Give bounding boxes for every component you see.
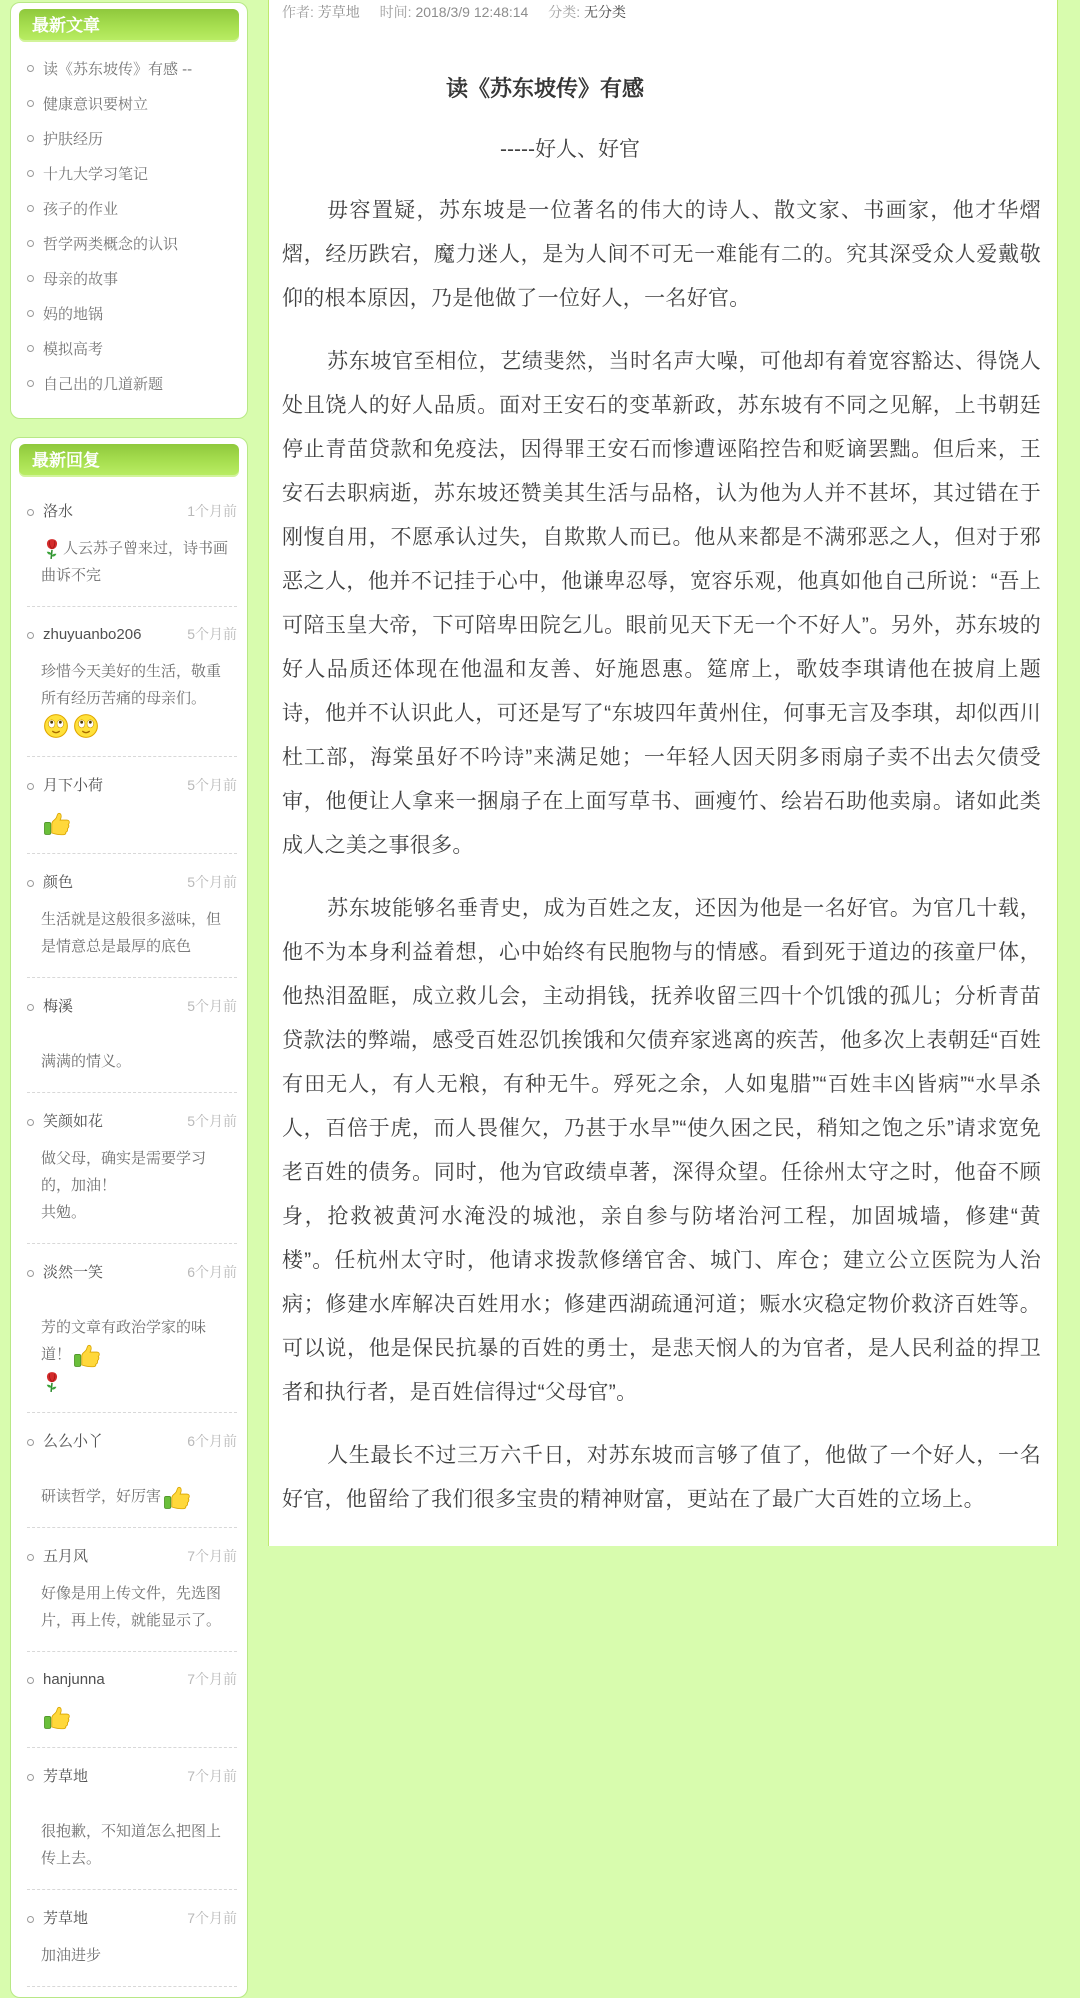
reply-list-item	[27, 1093, 237, 1244]
article-list-item-label: 母亲的故事	[43, 271, 119, 288]
article-list-item-label: 模拟高考	[43, 341, 104, 358]
latest-replies-header	[19, 444, 239, 477]
article-list-item-label: 健康意识要树立	[43, 96, 149, 113]
article-body	[282, 189, 1041, 1522]
reply-head	[27, 774, 237, 795]
rose-emoji-icon	[43, 537, 61, 561]
latest-replies-list	[19, 483, 239, 1987]
reply-content: 珍惜今天美好的生活，敬重所有经历苦痛的母亲们。	[41, 658, 235, 739]
list-bullet-icon	[27, 240, 34, 247]
reply-list-item	[27, 1652, 237, 1748]
article-list-item[interactable]	[27, 303, 239, 324]
reply-time: 6个月前	[187, 1433, 237, 1450]
reply-head	[27, 1430, 237, 1451]
list-bullet-icon	[27, 275, 34, 282]
meta-author-value: 芳草地	[317, 4, 360, 20]
list-bullet-icon	[27, 1119, 34, 1126]
list-bullet-icon	[27, 205, 34, 212]
list-bullet-icon	[27, 880, 34, 887]
reply-content: 好像是用上传文件，先选图片，再上传，就能显示了。	[41, 1585, 222, 1630]
reply-author[interactable]: 么么小丫	[43, 1433, 104, 1451]
thumbs-up-emoji-icon	[73, 1343, 101, 1368]
reply-content: 做父母，确实是需要学习的，加油！ 共勉。	[41, 1150, 207, 1222]
article-list-item[interactable]	[27, 338, 239, 359]
rose-emoji-icon	[43, 1370, 61, 1394]
smiley-emoji-icon	[43, 713, 69, 739]
reply-time: 7个月前	[187, 1671, 237, 1688]
reply-time: 1个月前	[187, 503, 237, 519]
reply-list-item	[27, 1748, 237, 1890]
reply-head	[27, 871, 237, 892]
thumbs-up-emoji-icon	[163, 1485, 191, 1510]
list-bullet-icon	[27, 509, 34, 516]
thumbs-up-emoji-icon	[43, 1705, 71, 1730]
article-list-item-label: 自己出的几道新题	[43, 376, 164, 393]
reply-list-item	[27, 1890, 237, 1987]
list-bullet-icon	[27, 100, 34, 107]
reply-list-item	[27, 607, 237, 757]
reply-content: 满满的情义。	[41, 1053, 132, 1071]
meta-time-label: 时间:	[379, 4, 412, 20]
list-bullet-icon	[27, 1677, 34, 1684]
list-bullet-icon	[27, 135, 34, 142]
reply-author[interactable]: 梅溪	[43, 998, 74, 1016]
meta-author	[282, 4, 364, 20]
meta-category-label: 分类:	[548, 4, 581, 20]
article-list-item[interactable]	[27, 93, 239, 114]
reply-author[interactable]: 笑颜如花	[43, 1113, 104, 1131]
list-bullet-icon	[27, 345, 34, 352]
list-bullet-icon	[27, 1004, 34, 1011]
reply-list-item	[27, 483, 237, 607]
reply-head	[27, 1110, 237, 1131]
reply-author[interactable]: 颜色	[43, 874, 74, 892]
reply-head	[27, 1765, 237, 1786]
latest-replies-title: 最新回复	[32, 451, 100, 470]
article-list-item[interactable]	[27, 233, 239, 254]
reply-author[interactable]: zhuyuanbo206	[43, 626, 142, 643]
list-bullet-icon	[27, 310, 34, 317]
reply-time: 5个月前	[187, 998, 237, 1015]
list-bullet-icon	[27, 1916, 34, 1923]
article-paragraph: 苏东坡能够名垂青史，成为百姓之友，还因为他是一名好官。为官几十载，他不为本身利益着想，心中始终有民胞物与的情感。看到死于道边的孩童尸体，他热泪盈眶，成立救儿会，主动捐钱，抚养收留三四十个饥饿的孤儿；分析青苗贷款法的弊端，感受百姓忍饥挨饿和欠债弃家逃离的疾苦，他多次上表朝廷“百姓有田无人，有人无粮，有种无牛。殍死之余，人如鬼腊”“百姓丰凶皆病”“水旱杀人，百倍于虎，而人畏催欠，乃甚于水旱”“使久困之民，稍知之饱之乐”请求宽免老百姓的债务。同时，他为官政绩卓著，深得众望。任徐州太守之时，他奋不顾身，抢救被黄河水淹没的城池，亲自参与防堵治河工程，加固城墙，修建“黄楼”。任杭州太守时，他请求拨款修缮官舍、城门、库仓；建立公立医院为人治病；修建水库解决百姓用水；修建西湖疏通河道；赈水灾稳定物价救济百姓等。可以说，他是保民抗暴的百姓的勇士，是悲天悯人的为官者，是人民利益的捍卫者和执行者，是百姓信得过“父母官”。	[282, 897, 1041, 1404]
thumbs-up-emoji-icon	[43, 811, 71, 836]
list-bullet-icon	[27, 1554, 34, 1561]
reply-list-item	[27, 757, 237, 854]
list-bullet-icon	[27, 1270, 34, 1277]
meta-category	[548, 4, 626, 20]
article-list-item-label: 读《苏东坡传》有感 --	[43, 61, 193, 78]
article-title: 读《苏东坡传》有感	[446, 76, 645, 101]
reply-content	[41, 1703, 235, 1730]
reply-author[interactable]: 月下小荷	[43, 777, 104, 795]
latest-articles-panel	[10, 2, 248, 419]
reply-time: 7个月前	[187, 1910, 237, 1927]
reply-head	[27, 1669, 237, 1689]
list-bullet-icon	[27, 1439, 34, 1446]
reply-author[interactable]: 芳草地	[43, 1768, 89, 1786]
list-bullet-icon	[27, 65, 34, 72]
reply-content: 人云苏子曾来过，诗书画曲诉不完	[41, 535, 235, 589]
reply-list-item	[27, 854, 237, 978]
reply-head	[27, 1545, 237, 1566]
reply-head	[27, 500, 237, 521]
reply-head	[27, 624, 237, 644]
reply-head	[27, 995, 237, 1016]
article-list-item[interactable]	[27, 128, 239, 149]
article-subtitle: -----好人、好官	[500, 138, 640, 161]
article-meta	[282, 2, 1041, 22]
reply-content: 生活就是这般很多滋味，但是情意总是最厚的底色	[41, 911, 222, 956]
reply-time: 6个月前	[187, 1264, 237, 1281]
list-bullet-icon	[27, 783, 34, 790]
article-list-item[interactable]	[27, 58, 239, 79]
reply-content	[41, 809, 235, 836]
meta-time	[380, 4, 533, 20]
article-paragraph: 苏东坡官至相位，艺绩斐然，当时名声大噪，可他却有着宽容豁达、得饶人处且饶人的好人品质。面对王安石的变革新政，苏东坡有不同之见解，上书朝廷停止青苗贷款和免疫法，因得罪王安石而惨遭诬陷控告和贬谪罢黜。但后来，王安石去职病逝，苏东坡还赞美其生活与品格，认为他为人并不甚坏，其过错在于刚愎自用，不愿承认过失，自欺欺人而已。他从来都是不满邪恶之人，但对于邪恶之人，他并不记挂于心中，他谦卑忍辱，宽容乐观，他真如他自己所说：“吾上可陪玉皇大帝，下可陪卑田院乞儿。眼前见天下无一个不好人”。另外，苏东坡的好人品质还体现在他温和友善、好施恩惠。筵席上，歌妓李琪请他在披肩上题诗，他并不认识此人，可还是写了“东坡四年黄州住，何事无言及李琪，却似西川杜工部，海棠虽好不吟诗”来满足她；一年轻人因天阴多雨扇子卖不出去欠债受审，他便让人拿来一捆扇子在上面写草书、画瘦竹、绘岩石助他卖扇。诸如此类成人之美之事很多。	[282, 350, 1041, 857]
reply-time: 5个月前	[187, 626, 237, 642]
meta-category-value[interactable]: 无分类	[584, 4, 627, 20]
reply-time: 5个月前	[187, 874, 237, 891]
reply-list-item	[27, 1244, 237, 1413]
reply-head	[27, 1261, 237, 1282]
reply-content: 研读哲学，好厉害	[41, 1483, 235, 1510]
reply-list-item	[27, 1413, 237, 1528]
reply-content: 很抱歉，不知道怎么把图上传上去。	[41, 1823, 222, 1868]
list-bullet-icon	[27, 170, 34, 177]
article-list-item-label: 十九大学习笔记	[43, 166, 149, 183]
latest-articles-list	[19, 58, 239, 394]
list-bullet-icon	[27, 632, 34, 639]
article-paragraph: 人生最长不过三万六千日，对苏东坡而言够了值了，他做了一个好人，一名好官，他留给了我们很多宝贵的精神财富，更站在了最广大百姓的立场上。	[282, 1444, 1041, 1511]
reply-list-item	[27, 1528, 237, 1652]
reply-content: 加油进步	[41, 1947, 102, 1965]
reply-list-item	[27, 978, 237, 1093]
smiley-emoji-icon	[73, 713, 99, 739]
reply-author[interactable]: 洛水	[43, 503, 74, 520]
article-list-item-label: 妈的地锅	[43, 306, 104, 323]
article-list-item[interactable]	[27, 198, 239, 219]
article-list-item[interactable]	[27, 268, 239, 289]
reply-author[interactable]: 五月风	[43, 1548, 89, 1566]
reply-content: 芳的文章有政治学家的味道！	[41, 1314, 235, 1395]
latest-articles-header	[19, 9, 239, 42]
reply-head	[27, 1907, 237, 1928]
article-list-item-label: 哲学两类概念的认识	[43, 236, 179, 253]
article-list-item[interactable]	[27, 163, 239, 184]
list-bullet-icon	[27, 380, 34, 387]
reply-time: 7个月前	[187, 1768, 237, 1785]
latest-replies-panel	[10, 437, 248, 1998]
meta-time-value: 2018/3/9 12:48:14	[415, 4, 529, 20]
meta-author-label: 作者:	[282, 4, 314, 20]
article-list-item-label: 护肤经历	[43, 131, 104, 148]
reply-time: 5个月前	[187, 1113, 237, 1130]
sidebar	[10, 0, 248, 1965]
article-list-item-label: 孩子的作业	[43, 201, 119, 218]
latest-articles-title: 最新文章	[32, 16, 100, 35]
reply-author[interactable]: 芳草地	[43, 1910, 89, 1928]
reply-time: 5个月前	[187, 777, 237, 794]
list-bullet-icon	[27, 1774, 34, 1781]
article-list-item[interactable]	[27, 373, 239, 394]
reply-author[interactable]: hanjunna	[43, 1671, 105, 1689]
article-panel	[268, 0, 1058, 1546]
reply-time: 7个月前	[187, 1548, 237, 1565]
reply-author[interactable]: 淡然一笑	[43, 1264, 104, 1282]
article-paragraph: 毋容置疑，苏东坡是一位著名的伟大的诗人、散文家、书画家，他才华熠熠，经历跌宕，魔力迷人，是为人间不可无一难能有二的。究其深受众人爱戴敬仰的根本原因，乃是他做了一位好人，一名好官。	[282, 199, 1041, 310]
